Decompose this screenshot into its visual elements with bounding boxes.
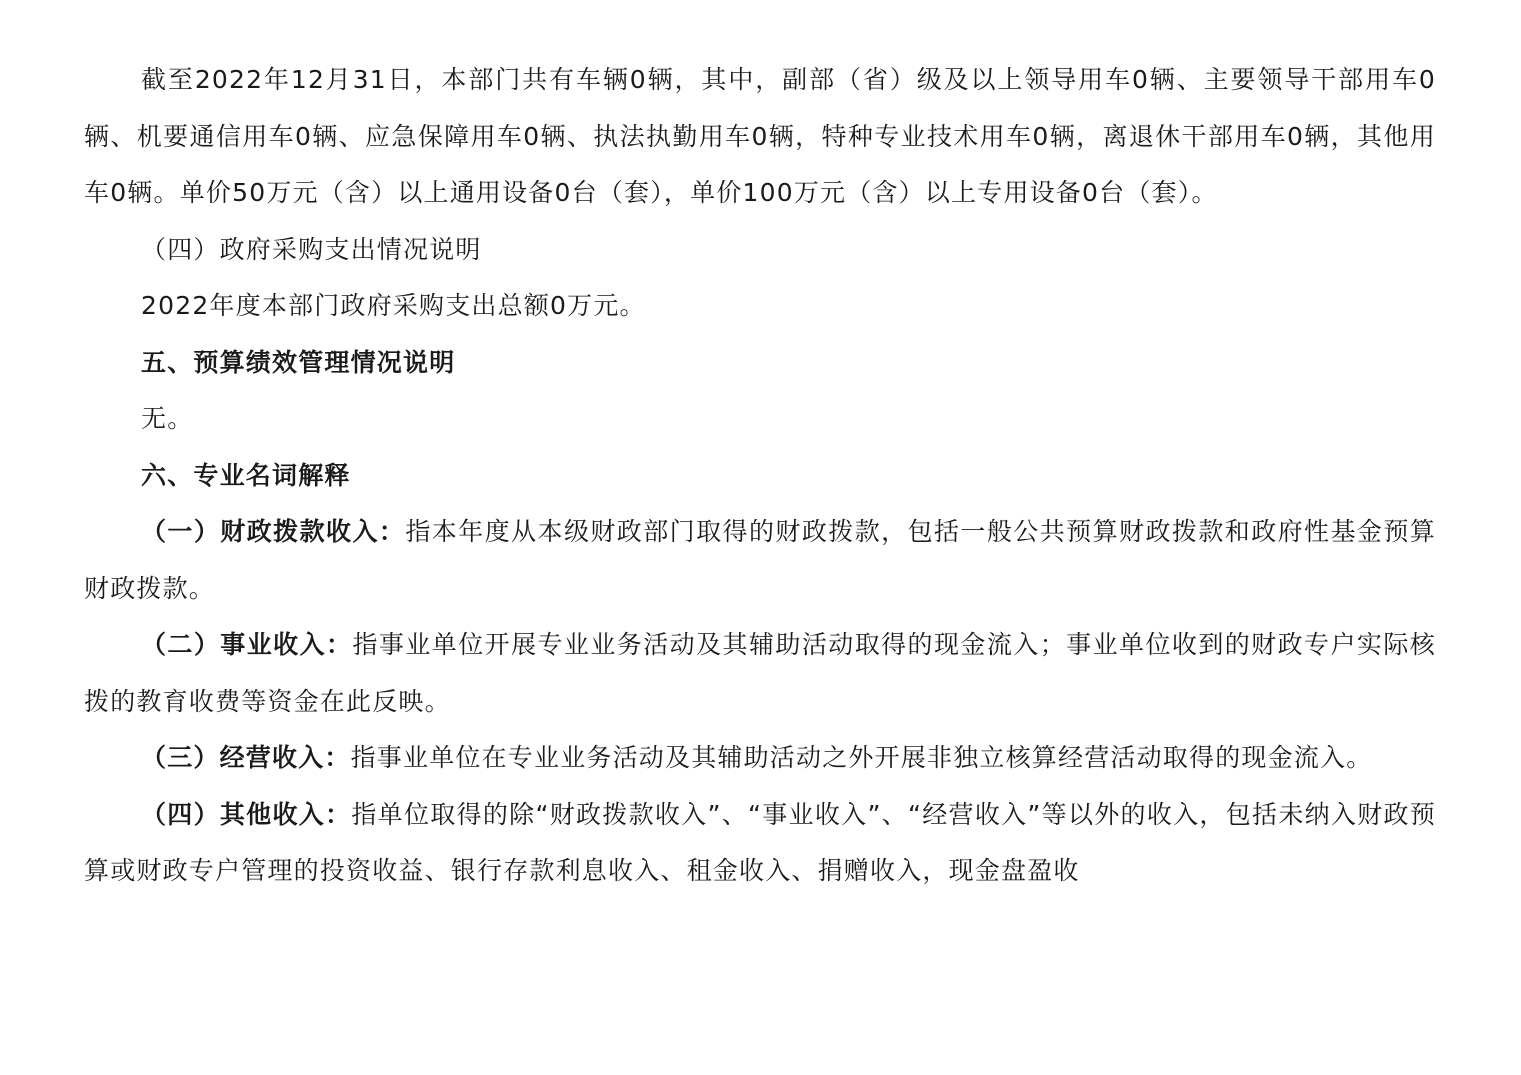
- section-5-body: 无。: [141, 404, 194, 433]
- definition-term: （一）财政拨款收入：: [141, 517, 406, 546]
- vehicle-assets-paragraph: 截至2022年12月31日，本部门共有车辆0辆，其中，副部（省）级及以上领导用车0辆、主要领导干部用车0辆、机要通信用车0辆、应急保障用车0辆、执法执勤用车0辆，特种专业技术用车0辆，离退休干部用车0辆，其他用车0辆。单价50万元（含）以上通用设备0台（套），单价100万元（含）以上专用设备0台（套）。: [84, 65, 1436, 207]
- document-page: [84, 52, 1436, 900]
- definition-other-income: [84, 787, 1436, 900]
- definition-fiscal-appropriation: [84, 504, 1436, 617]
- definition-business-income: [84, 617, 1436, 730]
- procurement-total-paragraph: 2022年度本部门政府采购支出总额0万元。: [141, 291, 646, 320]
- section-5-heading: 五、预算绩效管理情况说明: [141, 347, 456, 377]
- definition-term: （二）事业收入：: [141, 630, 353, 659]
- section-6-heading: 六、专业名词解释: [141, 460, 351, 490]
- definition-text: 指事业单位开展专业业务活动及其辅助活动取得的现金流入；事业单位收到的财政专户实际核拨的教育收费等资金在此反映。: [84, 630, 1436, 716]
- government-procurement-heading: （四）政府采购支出情况说明: [141, 234, 482, 264]
- definition-term: （三）经营收入：: [141, 743, 351, 772]
- definition-text: 指事业单位在专业业务活动及其辅助活动之外开展非独立核算经营活动取得的现金流入。: [350, 743, 1373, 772]
- definition-text: 指单位取得的除“财政拨款收入”、“事业收入”、“经营收入”等以外的收入，包括未纳入财政预算或财政专户管理的投资收益、银行存款利息收入、租金收入、捐赠收入，现金盘盈收: [84, 799, 1436, 885]
- definition-text: 指本年度从本级财政部门取得的财政拨款，包括一般公共预算财政拨款和政府性基金预算财政拨款。: [84, 517, 1436, 603]
- definition-term: （四）其他收入：: [141, 799, 352, 829]
- definition-operating-income: [84, 730, 1436, 787]
